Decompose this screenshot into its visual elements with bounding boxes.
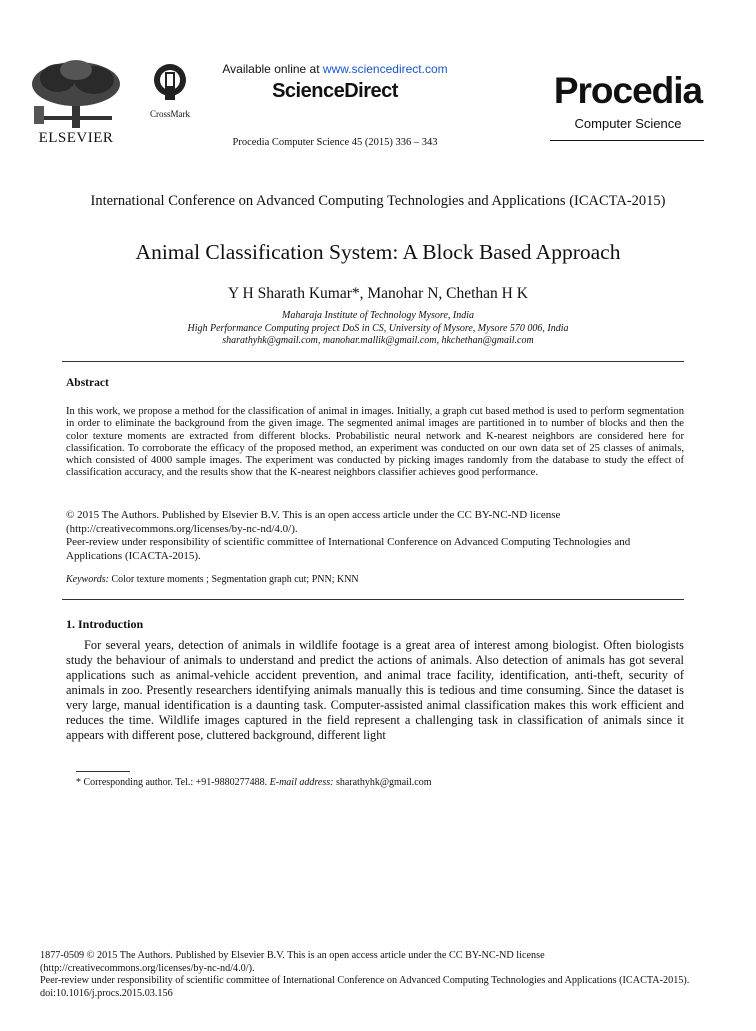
procedia-logo: [552, 72, 704, 131]
publisher-logo-text: ELSEVIER: [38, 130, 114, 146]
section-divider: [62, 599, 684, 600]
crossmark-badge[interactable]: [144, 62, 196, 118]
copyright-line: © 2015 The Authors. Published by Elsevier B.V. This is an open access article under the CC BY-NC-ND license: [66, 509, 561, 521]
email-label: E-mail address:: [269, 777, 334, 788]
peer-review-note: Peer-review under responsibility of scientific committee of International Conference on Advanced Computing Technologies and Applications (ICACTA-2015).: [66, 536, 631, 562]
procedia-title: Procedia: [553, 70, 703, 111]
keywords-label: Keywords:: [66, 574, 109, 585]
license-link[interactable]: (http://creativecommons.org/licenses/by-nc-nd/4.0/).: [66, 522, 298, 535]
crossmark-label: CrossMark: [150, 109, 190, 119]
footnote-email[interactable]: sharathyhk@gmail.com: [333, 777, 432, 788]
sciencedirect-brand: ScienceDirect: [272, 80, 398, 102]
copyright-notice: [66, 509, 684, 563]
available-online-line: [200, 62, 470, 76]
journal-citation: Procedia Computer Science 45 (2015) 336 – 343: [232, 137, 438, 148]
affiliation-emails: sharathyhk@gmail.com, manohar.mallik@gmail.com, hkchethan@gmail.com: [222, 335, 534, 346]
footer-license-link[interactable]: (http://creativecommons.org/licenses/by-nc-nd/4.0/).: [40, 962, 255, 974]
section-divider: [62, 361, 684, 362]
procedia-subtitle: Computer Science: [574, 116, 682, 131]
affiliation-line: High Performance Computing project DoS in CS, University of Mysore, Mysore 570 006, India: [187, 322, 569, 334]
author-list: Y H Sharath Kumar*, Manohar N, Chethan H K: [228, 285, 528, 302]
abstract-text: In this work, we propose a method for the classification of animal in images. Initially, a graph cut based method is used to perform segmentation in order to eliminate the background from the given image. The segmented animal images are partitioned in to number of blocks and then the color texture moments are extracted from different blocks. Probabilistic neural network and K-nearest neighbors are considered here for classification. To corroborate the efficacy of the proposed method, an experiment was conducted on our own data set of 25 classes of animals, which consisted of 4000 sample images. The experiment was conducted by picking images randomly from the database to study the effect of classification accuracy, and the results show that the K-nearest neighbors classifier achieves good performance.: [66, 406, 684, 479]
sciencedirect-link[interactable]: www.sciencedirect.com: [322, 62, 448, 76]
introduction-text: For several years, detection of animals in wildlife footage is a great area of interest among biologist. Often biologists study the behaviour of animals to understand and predict the actions of animals. Also detection of animals has got several applications such as animal-vehicle accident prevention, and animal trace facility, identification, anti-theft, security of animals in zoo. Presently researchers identifying animals manually this is tedious and time consuming. Since the dataset is very large, manual identification is a daunting task. Computer-assisted animal classification makes this work efficient and reduces the time. Wildlife images captured in the field represent a challenging task in classification of animals since it appears with different pose, cluttered background, different light: [66, 638, 684, 742]
footnote-divider: [76, 771, 130, 772]
corresponding-author-footnote: [76, 777, 684, 788]
abstract-heading: Abstract: [66, 377, 109, 389]
affiliation-line: Maharaja Institute of Technology Mysore, India: [281, 310, 475, 321]
affiliations: [40, 310, 716, 348]
crossmark-icon: [152, 62, 188, 102]
conference-name: International Conference on Advanced Computing Technologies and Applications (ICACTA-2015): [90, 193, 666, 209]
footer-doi[interactable]: doi:10.1016/j.procs.2015.03.156: [40, 987, 173, 999]
footer-peer-review: Peer-review under responsibility of scientific committee of International Conference on Advanced Computing Technologies and Applications (ICACTA-2015).: [40, 975, 690, 986]
introduction-heading: 1. Introduction: [66, 617, 144, 631]
keywords: [66, 574, 684, 585]
available-prefix: Available online at: [222, 62, 323, 76]
page-footer: [40, 950, 720, 1000]
footnote-text: * Corresponding author. Tel.: +91-9880277488.: [76, 777, 270, 788]
paper-title: Animal Classification System: A Block Based Approach: [135, 240, 621, 264]
keywords-list: Color texture moments ; Segmentation graph cut; PNN; KNN: [108, 574, 359, 585]
footer-issn-line: 1877-0509 © 2015 The Authors. Published by Elsevier B.V. This is an open access article under the CC BY-NC-ND license: [40, 950, 545, 961]
